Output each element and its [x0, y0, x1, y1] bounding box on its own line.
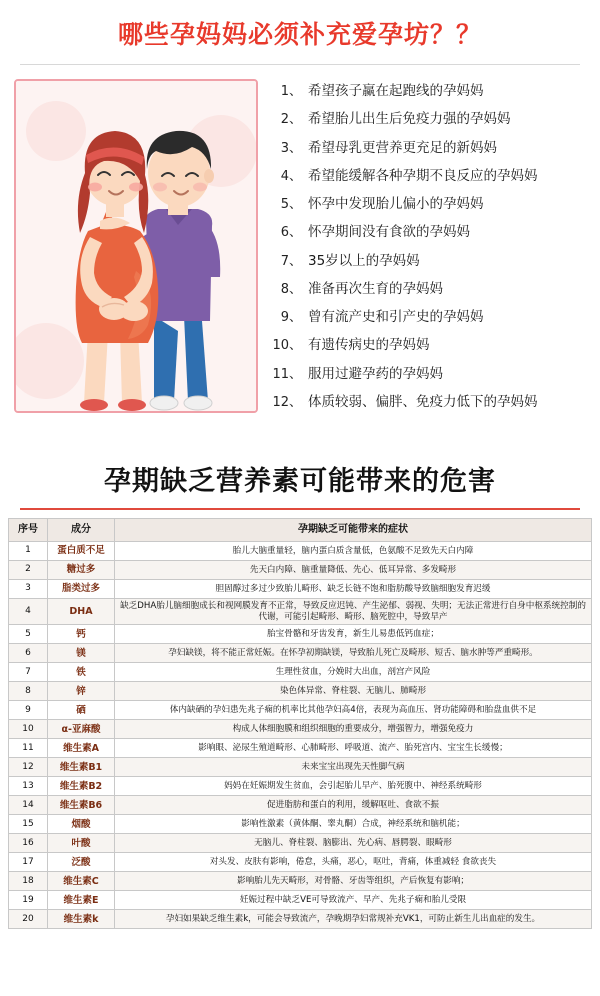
- cell-symptoms: 构成人体细胞膜和组织细胞的重要成分，增强智力，增强免疫力: [115, 720, 592, 739]
- list-item-number: 3、: [280, 140, 302, 156]
- harm-table-wrapper: [8, 518, 592, 929]
- list-item-label: 怀孕期间没有食欲的孕妈妈: [308, 224, 470, 241]
- table-row: [9, 796, 592, 815]
- cell-index: 12: [9, 758, 48, 777]
- cell-index: 13: [9, 777, 48, 796]
- page-title-question-marks: ？？: [430, 20, 483, 49]
- cell-symptoms: 胎儿大脑重量轻，脑内蛋白质含量低，色氨酸不足致先天白内障: [115, 542, 592, 561]
- list-item: [272, 281, 590, 298]
- cell-index: 2: [9, 561, 48, 580]
- list-item-label: 曾有流产史和引产史的孕妈妈: [308, 309, 484, 325]
- cell-symptoms: 孕妇缺镁，将不能正常妊娠。在怀孕初期缺镁，导致胎儿死亡及畸形、短舌、脑水肿等严重畸形。: [115, 644, 592, 663]
- table-row: [9, 910, 592, 929]
- table-row: [9, 891, 592, 910]
- cell-index: 3: [9, 580, 48, 599]
- cell-symptoms: 影响眼、泌尿生殖道畸形、心肺畸形、呼吸道、流产、胎死宫内、宝宝生长缓慢；: [115, 739, 592, 758]
- list-item: [272, 337, 590, 354]
- cell-index: 19: [9, 891, 48, 910]
- table-header-symptoms: 孕期缺乏可能带来的症状: [115, 519, 592, 542]
- cell-index: 4: [9, 599, 48, 625]
- cell-symptoms: 影响性激素（黄体酮、睾丸酮）合成，神经系统和脑机能；: [115, 815, 592, 834]
- list-item-number: 6、: [280, 225, 302, 241]
- table-row: [9, 853, 592, 872]
- cell-symptoms: 体内缺硒的孕妇患先兆子痫的机率比其他孕妇高4倍，表现为高血压、肾功能障碍和胎盘血供不足: [115, 701, 592, 720]
- list-item-number: 2、: [280, 112, 302, 128]
- list-item-label: 希望胎儿出生后免疫力强的孕妈妈: [308, 111, 511, 128]
- list-item-label: 服用过避孕药的孕妈妈: [308, 365, 443, 382]
- top-section: [0, 65, 600, 435]
- list-item: [272, 309, 590, 326]
- cell-nutrient: 糖过多: [48, 561, 115, 580]
- cell-index: 11: [9, 739, 48, 758]
- page-title: [0, 0, 600, 50]
- cell-index: 6: [9, 644, 48, 663]
- cell-index: 16: [9, 834, 48, 853]
- list-item-number: 5、: [280, 197, 302, 212]
- list-item-label: 有遗传病史的孕妈妈: [308, 337, 430, 354]
- table-row: [9, 872, 592, 891]
- cell-nutrient: 维生素k: [48, 910, 115, 929]
- cell-symptoms: 生理性贫血，分娩时大出血，剖宫产风险: [115, 663, 592, 682]
- cell-index: 18: [9, 872, 48, 891]
- table-row: [9, 644, 592, 663]
- cell-nutrient: α-亚麻酸: [48, 720, 115, 739]
- table-header-index: 序号: [9, 519, 48, 542]
- list-item: [272, 224, 590, 241]
- cell-symptoms: 影响胎儿先天畸形，对骨骼、牙齿等组织，产后恢复有影响；: [115, 872, 592, 891]
- list-item: [272, 196, 590, 213]
- table-row: [9, 682, 592, 701]
- list-item-number: 9、: [280, 310, 302, 325]
- cell-symptoms: 未来宝宝出现先天性脚气病: [115, 758, 592, 777]
- cell-symptoms: 促进脂肪和蛋白的利用，缓解呕吐、食欲不振: [115, 796, 592, 815]
- cell-nutrient: 维生素B2: [48, 777, 115, 796]
- list-item-label: 希望能缓解各种孕期不良反应的孕妈妈: [308, 167, 538, 184]
- list-item-label: 35岁以上的孕妈妈: [308, 252, 420, 269]
- cell-nutrient: 维生素E: [48, 891, 115, 910]
- cell-nutrient: 维生素A: [48, 739, 115, 758]
- reasons-list-wrapper: [258, 79, 590, 435]
- table-row: [9, 580, 592, 599]
- list-item-number: 12、: [272, 394, 302, 410]
- page-title-main: 哪些孕妈妈必须补充爱孕坊: [117, 20, 430, 49]
- table-row: [9, 561, 592, 580]
- cell-index: 14: [9, 796, 48, 815]
- table-row: [9, 777, 592, 796]
- cell-nutrient: 硒: [48, 701, 115, 720]
- section-title-harms: 孕期缺乏营养素可能带来的危害: [104, 466, 496, 497]
- list-item: [272, 83, 590, 100]
- illustration-svg: [16, 81, 256, 411]
- cell-index: 1: [9, 542, 48, 561]
- table-body: [9, 542, 592, 929]
- cell-nutrient: 维生素B6: [48, 796, 115, 815]
- cell-symptoms: 胆固醇过多过少致胎儿畸形、缺乏长链不饱和脂肪酸导致脑细胞发育迟缓: [115, 580, 592, 599]
- table-head: [9, 519, 592, 542]
- pregnant-couple-illustration: [14, 79, 258, 413]
- table-header-nutrient: 成分: [48, 519, 115, 542]
- list-item: [272, 140, 590, 157]
- table-row: [9, 701, 592, 720]
- list-item-number: 11、: [272, 366, 302, 382]
- cell-index: 10: [9, 720, 48, 739]
- list-item-label: 准备再次生育的孕妈妈: [308, 280, 443, 297]
- cell-nutrient: 维生素B1: [48, 758, 115, 777]
- list-item-label: 怀孕中发现胎儿偏小的孕妈妈: [308, 196, 484, 212]
- list-item: [272, 394, 590, 411]
- cell-nutrient: 锌: [48, 682, 115, 701]
- cell-symptoms: 妊娠过程中缺乏VE可导致流产、早产、先兆子痫和胎儿受限: [115, 891, 592, 910]
- cell-symptoms: 无脑儿、脊柱裂、脑膨出、先心病、唇腭裂、眼畸形: [115, 834, 592, 853]
- table-row: [9, 720, 592, 739]
- table-row: [9, 834, 592, 853]
- cell-symptoms: 缺乏DHA胎儿脑细胞成长和视网膜发育不正常，导致反应迟钝、产生泌郁、弱视、失明；无法正常进行自身中枢系统控制的代谢，可能引起畸形、畸形、脑死腔中，导致早产: [115, 599, 592, 625]
- cell-nutrient: 镁: [48, 644, 115, 663]
- list-item-number: 7、: [280, 253, 302, 269]
- cell-nutrient: 钙: [48, 625, 115, 644]
- cell-symptoms: 妈妈在妊娠期发生贫血，会引起胎儿早产、胎死腹中、神经系统畸形: [115, 777, 592, 796]
- table-row: [9, 758, 592, 777]
- cell-symptoms: 染色体异常、脊柱裂、无脑儿、肺畸形: [115, 682, 592, 701]
- table-row: [9, 815, 592, 834]
- cell-nutrient: 叶酸: [48, 834, 115, 853]
- table-row: [9, 739, 592, 758]
- cell-nutrient: 维生素C: [48, 872, 115, 891]
- table-row: [9, 542, 592, 561]
- list-item-number: 4、: [280, 168, 302, 184]
- cell-nutrient: 烟酸: [48, 815, 115, 834]
- cell-nutrient: 泛酸: [48, 853, 115, 872]
- list-item: [272, 111, 590, 128]
- cell-index: 17: [9, 853, 48, 872]
- cell-nutrient: 蛋白质不足: [48, 542, 115, 561]
- cell-symptoms: 先天白内障、脑重量降低、先心、低耳异常、多发畸形: [115, 561, 592, 580]
- list-item-label: 希望孩子赢在起跑线的孕妈妈: [308, 83, 484, 99]
- cell-index: 20: [9, 910, 48, 929]
- table-row: [9, 599, 592, 625]
- cell-index: 9: [9, 701, 48, 720]
- list-item: [272, 366, 590, 383]
- cell-index: 8: [9, 682, 48, 701]
- list-item: [272, 253, 590, 270]
- list-item-label: 体质较弱、偏胖、免疫力低下的孕妈妈: [308, 393, 538, 410]
- cell-nutrient: 脂类过多: [48, 580, 115, 599]
- section-divider: [20, 508, 580, 510]
- cell-index: 7: [9, 663, 48, 682]
- cell-index: 15: [9, 815, 48, 834]
- cell-nutrient: DHA: [48, 599, 115, 625]
- list-item-label: 希望母乳更营养更充足的新妈妈: [308, 139, 497, 156]
- cell-nutrient: 铁: [48, 663, 115, 682]
- reasons-list: [272, 83, 590, 411]
- cell-index: 5: [9, 625, 48, 644]
- table-header-row: [9, 519, 592, 542]
- cell-symptoms: 孕妇如果缺乏维生素k，可能会导致流产，孕晚期孕妇常规补充VK1，可防止新生儿出血症的发生。: [115, 910, 592, 929]
- list-item-number: 1、: [280, 84, 302, 99]
- table-row: [9, 663, 592, 682]
- cell-symptoms: 对头发、皮肤有影响，倦怠，头痛，恶心，呕吐，背痛，体重减轻 食欲丧失: [115, 853, 592, 872]
- list-item-number: 10、: [272, 338, 302, 354]
- harm-table: [8, 518, 592, 929]
- cell-symptoms: 胎宝骨骼和牙齿发育，新生儿易患低钙血症；: [115, 625, 592, 644]
- list-item: [272, 168, 590, 185]
- table-row: [9, 625, 592, 644]
- list-item-number: 8、: [280, 281, 302, 297]
